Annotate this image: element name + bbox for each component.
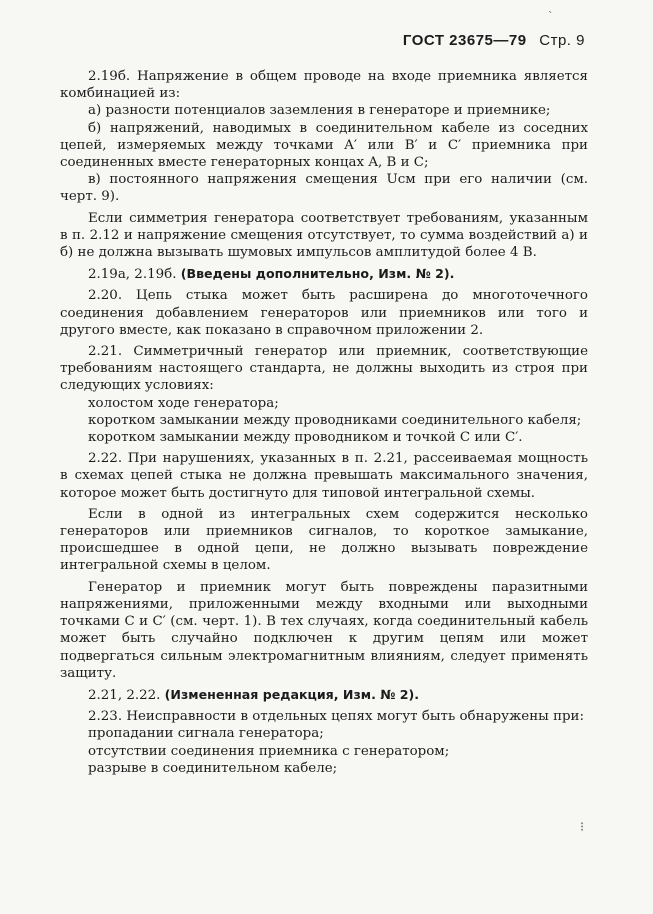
paragraph-2-19b: 2.19б. Напряжение в общем проводе на входе приемника является комбинацией из:	[60, 69, 588, 102]
condition-item: холостом ходе генератора;	[88, 395, 279, 411]
paragraph-integral-circuits: Если в одной из интегральных схем содержится несколько генераторов или приемников сигналов, то короткое замыкание, происшедшее в одной цепи, не должно вызывать повреждение интегральной схемы в целом.	[60, 506, 588, 574]
condition-item: коротком замыкании между проводниками соединительного кабеля;	[88, 412, 582, 428]
fault-item: отсутствии соединения приемника с генератором;	[88, 743, 450, 759]
fault-item: пропадании сигнала генератора;	[88, 726, 324, 742]
paragraph-2-23: 2.23. Неисправности в отдельных цепях могут быть обнаружены при:	[88, 709, 584, 725]
page-number: Стр. 9	[539, 32, 585, 49]
scan-mark-top: `	[548, 10, 554, 23]
list-item-v: в) постоянного напряжения смещения Uсм при его наличии (см. черт. 9).	[60, 172, 588, 205]
paragraph-symmetry: Если симметрия генератора соответствует требованиям, указанным в п. 2.12 и напряжение смещения отсутствует, то сумма воздействий а) и б) не должна вызывать шумовых импульсов амплитудой более 4 В.	[60, 210, 588, 261]
paragraph-2-22: 2.22. При нарушениях, указанных в п. 2.21, рассеиваемая мощность в схемах цепей стыка не должна превышать максимального значения, которое может быть достигнуто для типовой интегральной схемы.	[60, 451, 588, 501]
amendment-ref: 2.21, 2.22.	[88, 687, 161, 703]
paragraph-2-21: 2.21. Симметричный генератор или приемник, соответствующие требованиям настоящего стандарта, не должны выходить из строя при следующих условиях:	[60, 344, 588, 394]
document-body	[60, 68, 588, 777]
amendment-text: (Измененная редакция, Изм. № 2).	[164, 686, 420, 702]
fault-item: разрыве в соединительном кабеле;	[88, 760, 338, 776]
list-item-b: б) напряжений, наводимых в соединительном кабеле из соседних цепей, измеряемых между точками A′ или B′ и C′ приемника при соединенных вместе генераторных концах A, B и C;	[60, 120, 588, 171]
paragraph-protection: Генератор и приемник могут быть повреждены паразитными напряжениями, приложенными между входными или выходными точками C и C′ (см. черт. 1). В тех случаях, когда соединительный кабель может быть случайно подключен к другим цепям или может подвергаться сильным электромагнитным влияниям, следует применять защиту.	[60, 579, 588, 681]
amendment-note-2-21	[60, 686, 588, 704]
scan-mark-bottom: ⁝	[580, 820, 585, 835]
standard-number: ГОСТ 23675—79	[402, 32, 527, 49]
condition-item: коротком замыкании между проводником и точкой C или C′.	[88, 430, 523, 446]
list-item-a: а) разности потенциалов заземления в генераторе и приемнике;	[88, 103, 551, 119]
amendment-text: (Введены дополнительно, Изм. № 2).	[180, 266, 455, 282]
paragraph-2-20: 2.20. Цепь стыка может быть расширена до многоточечного соединения добавлением генераторов или приемников или того и другого вместе, как показано в справочном приложении 2.	[60, 288, 588, 338]
page-header	[403, 32, 585, 49]
amendment-note-2-19	[60, 265, 588, 283]
amendment-ref: 2.19а, 2.19б.	[88, 267, 177, 283]
